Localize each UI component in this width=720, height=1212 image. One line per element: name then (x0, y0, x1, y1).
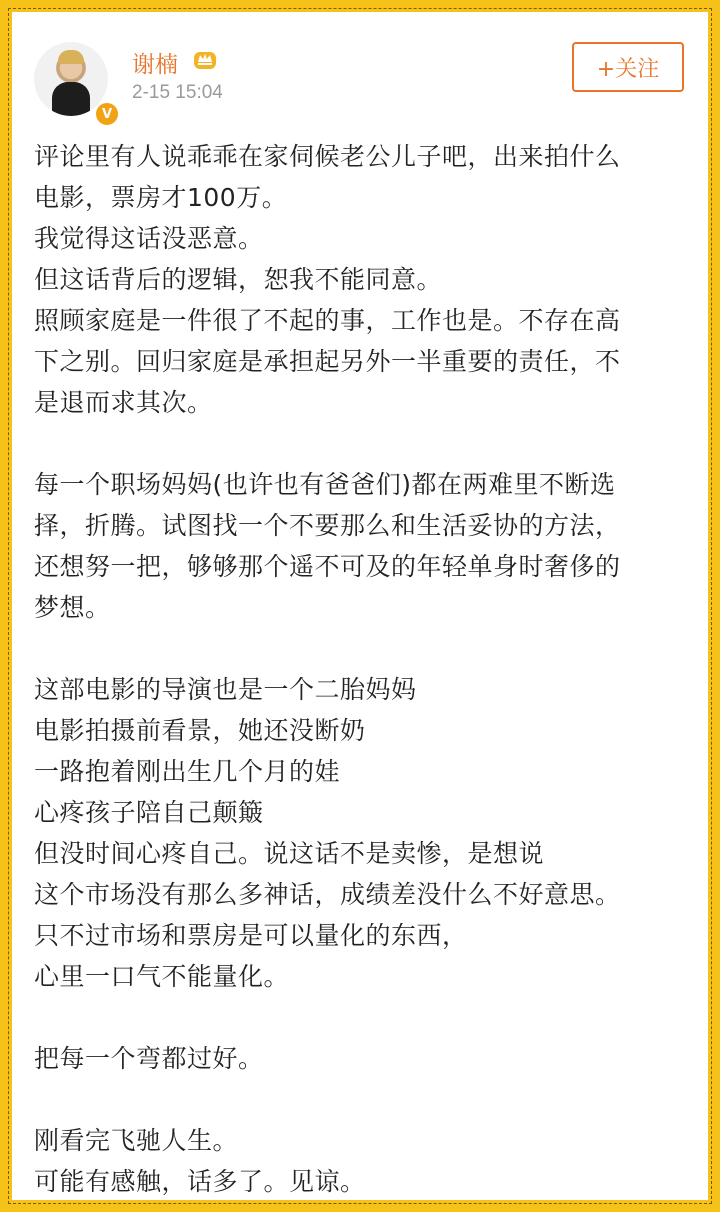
post-card (12, 12, 708, 1200)
paragraph-gap (34, 997, 694, 1038)
content-line: 是退而求其次。 (34, 388, 213, 417)
paragraph-gap (34, 423, 694, 464)
paragraph-2 (34, 464, 694, 628)
content-line: 只不过市场和票房是可以量化的东西， (34, 921, 468, 950)
paragraph-5 (34, 1120, 694, 1202)
content-line: 电影拍摄前看景，她还没断奶 (34, 716, 366, 745)
content-line: 心疼孩子陪自己颠簸 (34, 798, 264, 827)
verified-badge-icon: V (94, 101, 120, 127)
content-line: 还想努一把，够够那个遥不可及的年轻单身时奢侈的 (34, 552, 621, 581)
content-line: 电影，票房才100万。 (34, 183, 288, 212)
post-content (34, 136, 694, 1202)
content-line: 评论里有人说乖乖在家伺候老公儿子吧，出来拍什么 (34, 142, 621, 171)
content-line: 我觉得这话没恶意。 (34, 224, 264, 253)
avatar-body (52, 82, 90, 116)
follow-button[interactable]: +关注 (572, 42, 684, 92)
post-timestamp: 2-15 15:04 (132, 82, 223, 103)
content-line: 但这话背后的逻辑，恕我不能同意。 (34, 265, 443, 294)
paragraph-gap (34, 628, 694, 669)
content-line: 把每一个弯都过好。 (34, 1044, 264, 1073)
content-line: 一路抱着刚出生几个月的娃 (34, 757, 341, 786)
content-line: 这部电影的导演也是一个二胎妈妈 (34, 675, 417, 704)
avatar-hair (58, 50, 84, 64)
content-line: 心里一口气不能量化。 (34, 962, 290, 991)
paragraph-4 (34, 1038, 694, 1079)
paragraph-gap (34, 1079, 694, 1120)
crown-icon (192, 46, 218, 72)
content-line: 下之别。回归家庭是承担起另外一半重要的责任，不 (34, 347, 621, 376)
username-link[interactable]: 谢楠 (132, 52, 178, 78)
content-line: 但没时间心疼自己。说这话不是卖惨，是想说 (34, 839, 545, 868)
content-line: 择，折腾。试图找一个不要那么和生活妥协的方法， (34, 511, 621, 540)
content-line: 刚看完飞驰人生。 (34, 1126, 239, 1155)
paragraph-1 (34, 136, 694, 423)
paragraph-3 (34, 669, 694, 997)
content-line: 照顾家庭是一件很了不起的事，工作也是。不存在高 (34, 306, 621, 335)
content-line: 梦想。 (34, 593, 111, 622)
content-line: 这个市场没有那么多神话，成绩差没什么不好意思。 (34, 880, 621, 909)
content-line: 可能有感触，话多了。见谅。 (34, 1167, 366, 1196)
content-line: 每一个职场妈妈(也许也有爸爸们)都在两难里不断选 (34, 470, 616, 499)
